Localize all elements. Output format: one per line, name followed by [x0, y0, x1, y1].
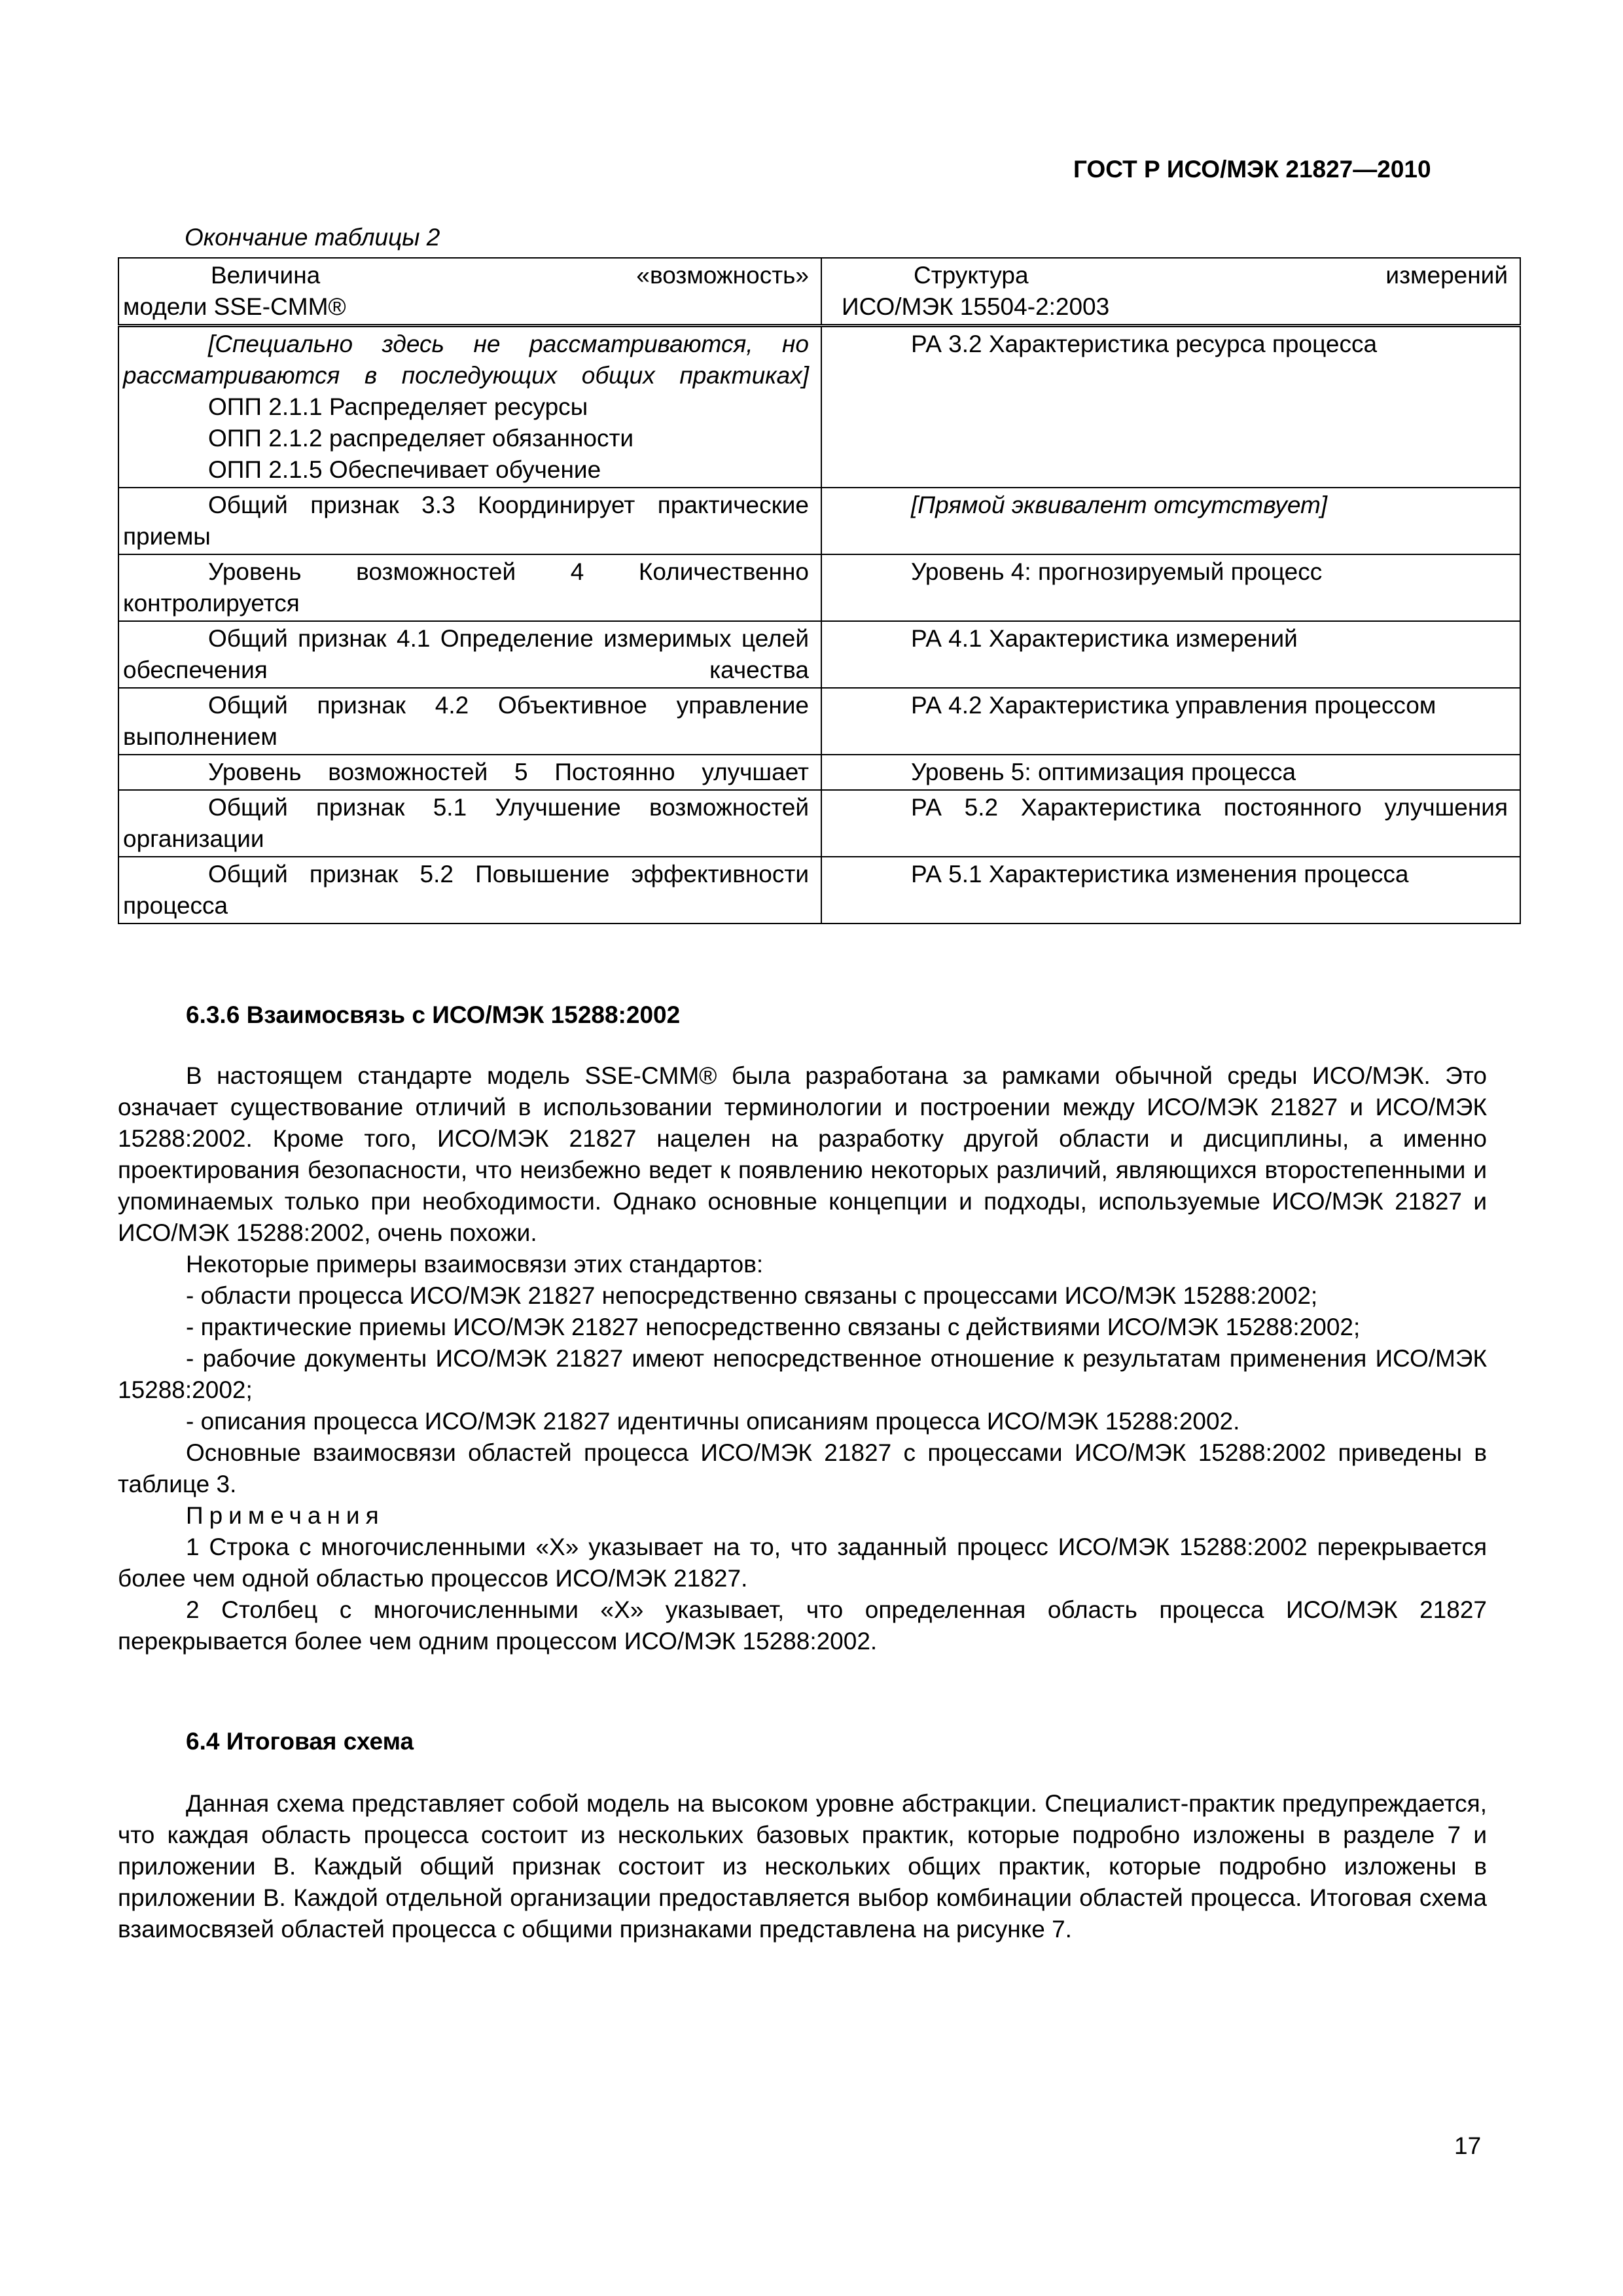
paragraph: Основные взаимосвязи областей процесса ИСО/МЭК 21827 с процессами ИСО/МЭК 15288:2002 приведены в таблице 3. [118, 1439, 1487, 1498]
table-cell-italic-note: [Специально здесь не рассматриваются, но рассматриваются в последующих общих практиках] [123, 331, 809, 389]
table-cell-line: ОПП 2.1.2 распределяет обязанности [208, 425, 634, 452]
table-caption: Окончание таблицы 2 [185, 224, 440, 251]
table-cell-right: [Прямой эквивалент отсутствует] [821, 488, 1520, 554]
list-item: - описания процесса ИСО/МЭК 21827 идентичны описаниям процесса ИСО/МЭК 15288:2002. [186, 1408, 1240, 1435]
col2-header-part-a: Структура [914, 262, 1029, 289]
table-row [118, 554, 1520, 621]
table-row [118, 688, 1520, 755]
note: 1 Строка с многочисленными «Х» указывает на то, что заданный процесс ИСО/МЭК 15288:2002 перекрывается более чем одной областью процессов ИСО/МЭК 21827. [118, 1534, 1487, 1592]
table-cell-right: РА 5.1 Характеристика изменения процесса [821, 857, 1520, 924]
table-cell-left [118, 326, 821, 488]
table-row [118, 790, 1520, 857]
table-row [118, 488, 1520, 554]
table-header-cell-right [821, 258, 1520, 326]
paragraph: В настоящем стандарте модель SSE-CMM® была разработана за рамками обычной среды ИСО/МЭК. Это означает существование отличий в использовании терминологии и построении между ИСО/МЭК 21827 и ИСО/МЭК 15288:2002. Кроме того, ИСО/МЭК 21827 нацелен на разработку другой области и дисциплины, а именно проектирования безопасности, что неизбежно ведет к появлению некоторых различий, являющихся второстепенными и упоминаемых только при необходимости. Однако основные концепции и подходы, используемые ИСО/МЭК 21827 и ИСО/МЭК 15288:2002, очень похожи. [118, 1062, 1487, 1246]
table-cell-right: Уровень 4: прогнозируемый процесс [821, 554, 1520, 621]
table-cell-left: Общий признак 5.1 Улучшение возможностей организации [118, 790, 821, 857]
table-cell-left: Уровень возможностей 5 Постоянно улучшает [118, 755, 821, 790]
document-header: ГОСТ Р ИСО/МЭК 21827—2010 [1073, 156, 1431, 183]
table-cell-right: Уровень 5: оптимизация процесса [821, 755, 1520, 790]
table-row [118, 755, 1520, 790]
table-header-row [118, 258, 1520, 326]
section-title-6-3-6: 6.3.6 Взаимосвязь с ИСО/МЭК 15288:2002 [186, 1001, 681, 1028]
table-cell-right: РА 5.2 Характеристика постоянного улучшения [821, 790, 1520, 857]
table-cell-left: Общий признак 4.2 Объективное управление выполнением [118, 688, 821, 755]
table-row [118, 857, 1520, 924]
table-cell-left: Общий признак 4.1 Определение измеримых целей обеспечения качества [118, 621, 821, 688]
table-cell-left: Общий признак 5.2 Повышение эффективности процесса [118, 857, 821, 924]
note: 2 Столбец с многочисленными «Х» указывает, что определенная область процесса ИСО/МЭК 21827 перекрывается более чем одним процессом ИСО/МЭК 15288:2002. [118, 1596, 1487, 1655]
table-row [118, 326, 1520, 488]
table-cell-line: ОПП 2.1.1 Распределяет ресурсы [208, 393, 588, 420]
col1-header-part-c: модели SSE-CMM® [123, 293, 346, 320]
paragraph: Некоторые примеры взаимосвязи этих стандартов: [186, 1251, 764, 1278]
table-cell-right: РА 3.2 Характеристика ресурса процесса [821, 326, 1520, 488]
col1-header-part-b: «возможность» [636, 262, 809, 289]
col2-header-part-c: ИСО/МЭК 15504-2:2003 [842, 293, 1110, 320]
list-item: - практические приемы ИСО/МЭК 21827 непосредственно связаны с действиями ИСО/МЭК 15288:2002; [186, 1314, 1361, 1340]
list-item: - рабочие документы ИСО/МЭК 21827 имеют непосредственное отношение к результатам применения ИСО/МЭК 15288:2002; [118, 1345, 1487, 1403]
section-6-4-body [118, 1788, 1487, 1945]
table-cell-left: Общий признак 3.3 Координирует практические приемы [118, 488, 821, 554]
notes-title: Примечания [186, 1502, 385, 1529]
col1-header-part-a: Величина [211, 262, 321, 289]
col2-header-part-b: измерений [1385, 262, 1508, 289]
table-cell-left: Уровень возможностей 4 Количественно контролируется [118, 554, 821, 621]
table-header-cell-left [118, 258, 821, 326]
table-cell-right: РА 4.1 Характеристика измерений [821, 621, 1520, 688]
paragraph: Данная схема представляет собой модель на высоком уровне абстракции. Специалист-практик предупреждается, что каждая область процесса состоит из нескольких базовых практик, которые подробно изложены в разделе 7 и приложении В. Каждый общий признак состоит из нескольких общих практик, которые подробно изложены в приложении В. Каждой отдельной организации предоставляется выбор комбинации областей процесса. Итоговая схема взаимосвязей областей процесса с общими признаками представлена на рисунке 7. [118, 1790, 1487, 1943]
table-row [118, 621, 1520, 688]
comparison-table [118, 257, 1521, 924]
section-title-6-4: 6.4 Итоговая схема [186, 1728, 414, 1755]
section-6-3-6-body [118, 1060, 1487, 1657]
page-number: 17 [1454, 2132, 1482, 2159]
table-cell-line: ОПП 2.1.5 Обеспечивает обучение [208, 456, 601, 483]
list-item: - области процесса ИСО/МЭК 21827 непосредственно связаны с процессами ИСО/МЭК 15288:2002; [186, 1282, 1318, 1309]
table-cell-right: РА 4.2 Характеристика управления процессом [821, 688, 1520, 755]
